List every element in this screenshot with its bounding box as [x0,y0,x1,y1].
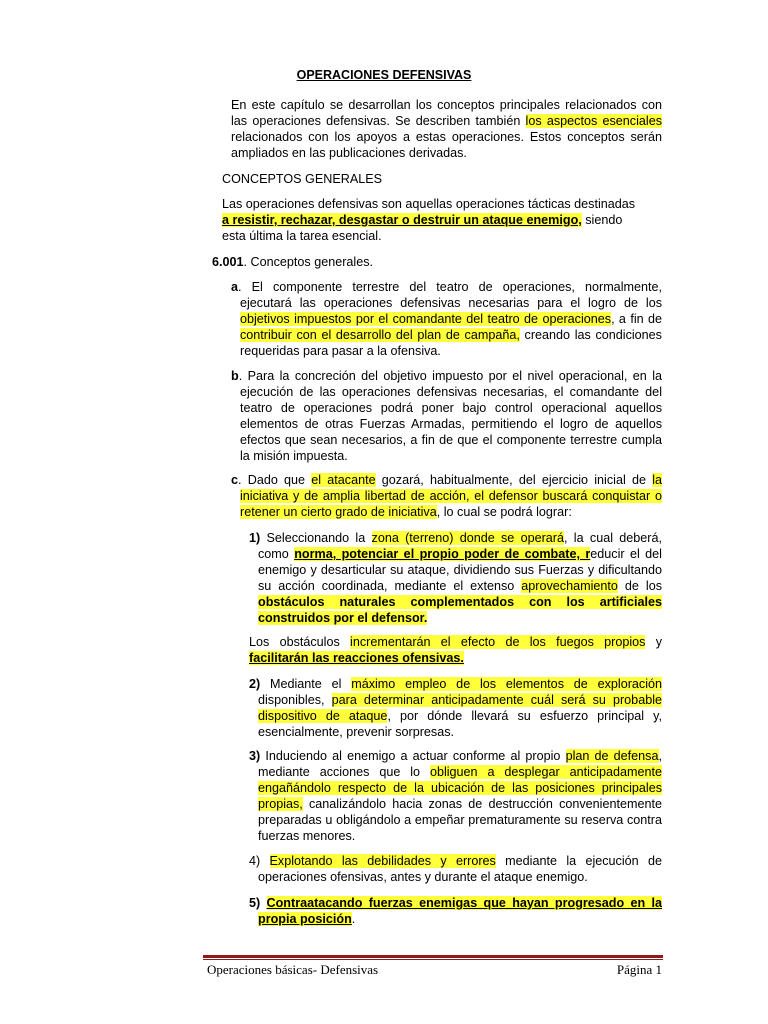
item-a-text-3: creando las condiciones requeridas para pasar a la ofensiva. [240,328,662,358]
footer-title: Operaciones básicas- Defensivas [207,962,379,977]
item-c4-text: mediante la ejecución de operaciones ofensivas, antes y durante el ataque enemigo. [258,854,662,884]
item-c2-text-3: , por dónde llevará su esfuerzo principal y, esencialmente, prevenir sorpresas. [258,709,662,739]
page-title: OPERACIONES DEFENSIVAS [296,68,472,82]
conceptos-heading: CONCEPTOS GENERALES [222,172,383,186]
section-number: 6.001 [212,255,244,269]
conceptos-paragraph [222,196,640,244]
item-c1-highlight-3: aprovechamiento [521,579,618,593]
item-c3-number: 3) [249,749,261,763]
item-c-text-2: gozará, habitualmente, del ejercicio inicial de [375,473,653,487]
obstaculos-paragraph [249,634,662,666]
item-a-text: . El componente terrestre del teatro de operaciones, normalmente, ejecutará las operaciones defensivas necesarias para el logro de los [238,280,662,310]
item-c2-highlight-1: máximo empleo de los elementos de exploración [351,677,662,691]
item-c-highlight-1: el atacante [311,473,376,487]
obstaculos-text: Los obstáculos [249,635,351,649]
item-c5-number: 5) [249,896,261,910]
item-c1-highlight-1: zona (terreno) donde se operará [371,531,565,545]
item-c [231,472,662,520]
item-c5-text: . [351,912,356,926]
item-c4-number: 4) [249,854,261,868]
item-c3-highlight-1: plan de defensa [565,749,659,763]
section-title: . Conceptos generales. [243,255,374,269]
item-c1-number: 1) [249,531,261,545]
item-a-highlight-2: contribuir con el desarrollo del plan de campaña, [240,328,520,342]
item-c-label: c [231,473,239,487]
obstaculos-highlight-1: incrementarán el efecto de los fuegos propios [350,635,646,649]
item-c-text-3: , lo cual se podrá lograr: [436,505,572,519]
item-a-text-2: , a fin de [611,312,663,326]
item-c2-highlight-2: para determinar anticipadamente cuál será su probable dispositivo de ataque [258,693,662,723]
footer-rule-thin [203,959,663,960]
intro-text-end: relacionados con los apoyos a estas operaciones. Estos conceptos serán ampliados en las publicaciones derivadas. [231,130,662,160]
item-c1-text-3: educir el del enemigo y desarticular su ataque, dividiendo sus Fuerzas y dificultando su acción coordinada, mediante el extenso [258,547,662,593]
item-c4-space [260,854,269,868]
intro-paragraph [231,97,662,161]
item-c2-text: Mediante el [260,677,352,691]
item-c3-text-2: , mediante acciones que lo [258,749,662,779]
intro-text: En este capítulo se desarrollan los conceptos principales relacionados con las operaciones defensivas. Se describen también [231,98,662,128]
item-c-highlight-2: la iniciativa y de amplia libertad de acción, el defensor buscará conquistar o retener un cierto grado de iniciativa [240,473,662,519]
conceptos-text: Las operaciones defensivas son aquellas operaciones tácticas destinadas [222,197,636,211]
item-c1-highlight-4: obstáculos naturales complementados con los artificiales construidos por el defensor. [258,595,662,625]
item-c1 [249,530,663,626]
item-a [231,279,663,359]
item-c1-text-2: , la cual deberá, como [258,531,663,561]
item-c2 [249,676,662,740]
section-heading [212,254,373,270]
item-c1-text: Seleccionando la [260,531,372,545]
intro-highlight: los aspectos esenciales [525,114,662,128]
item-c2-number: 2) [249,677,261,691]
item-c3-highlight-2: obliguen a desplegar anticipadamente engañándolo respecto de la ubicación de las posiciones principales propias, [258,765,662,811]
obstaculos-text-2: y [645,635,663,649]
item-c5 [249,895,662,927]
item-b [231,368,662,464]
item-b-label: b [231,369,239,383]
item-c1-text-4: de los [617,579,663,593]
obstaculos-highlight-2: facilitarán las reacciones ofensivas. [249,651,464,665]
item-c5-space [260,896,266,910]
item-c3-text: Induciendo al enemigo a actuar conforme al propio [260,749,566,763]
item-c3-text-3: canalizándolo hacia zonas de destrucción convenientemente preparadas u obligándolo a empeñar prematuramente su reserva contra fuerzas menores. [258,797,662,843]
item-c-text: . Dado que [238,473,312,487]
footer-rule-thick [203,955,663,958]
item-a-label: a [231,280,239,294]
item-c4-highlight: Explotando las debilidades y errores [269,854,496,868]
item-c5-highlight: Contraatacando fuerzas enemigas que hayan progresado en la propia posición [258,896,662,926]
conceptos-highlight: a resistir, rechazar, desgastar o destruir un ataque enemigo, [222,213,582,227]
footer-page-number: Página 1 [616,962,662,977]
item-a-highlight-1: objetivos impuestos por el comandante del teatro de operaciones [240,312,612,326]
item-b-text: . Para la concreción del objetivo impuesto por el nivel operacional, en la ejecución de las operaciones defensivas necesarias, el comandante del teatro de operaciones podrá poner bajo control operacional aquellos elementos de otras Fuerzas Armadas, permitiendo el logro de aquellos efectos que sean necesarios, a fin de que el componente terrestre cumpla la misión impuesta. [238,369,662,463]
item-c3 [249,748,662,844]
item-c4 [249,853,662,885]
item-c1-highlight-2: norma, potenciar el propio poder de combate, r [294,547,591,561]
conceptos-text-end: siendo esta última la tarea esencial. [222,213,623,243]
item-c2-text-2: disponibles, [258,693,332,707]
